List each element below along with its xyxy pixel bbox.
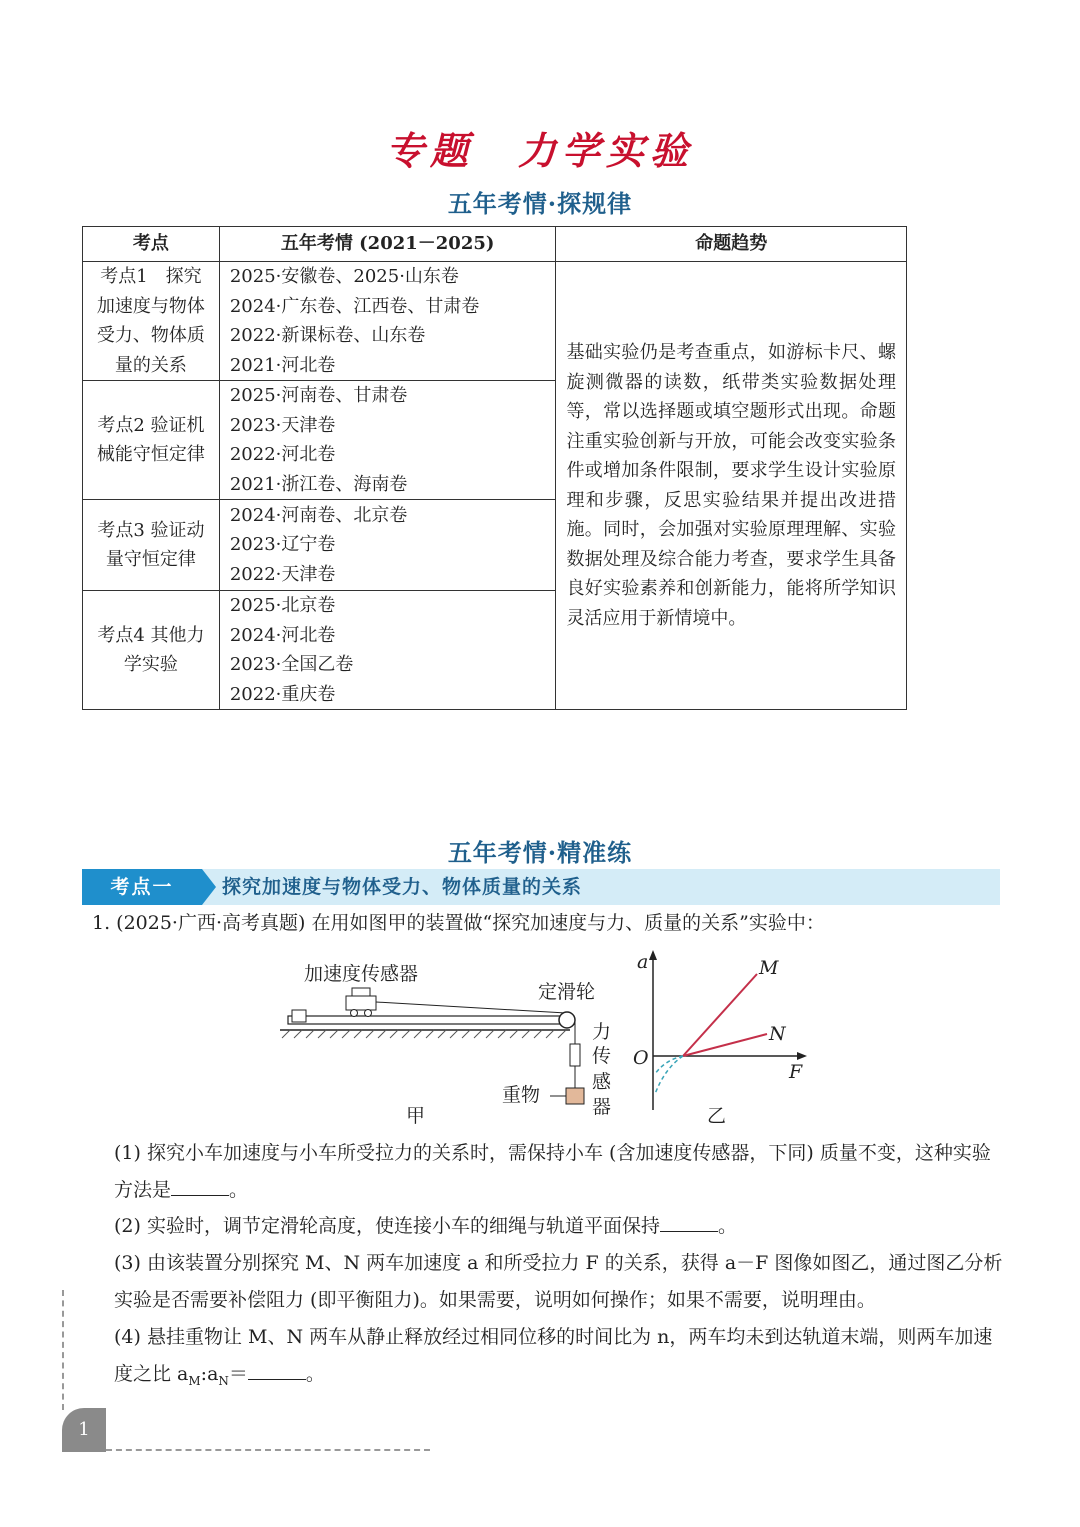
origin-label: O	[633, 1047, 649, 1069]
question-text: 方法是	[114, 1179, 172, 1201]
force-sensor	[570, 1044, 580, 1066]
question-text: ＝	[228, 1363, 248, 1385]
topic-band-text: 探究加速度与物体受力、物体质量的关系	[222, 876, 583, 898]
years-cell	[219, 381, 556, 500]
exam-table	[82, 226, 907, 710]
question-part-2	[114, 1211, 737, 1241]
sensor-label: 加速度传感器	[304, 963, 419, 985]
force-sensor-label: 力	[592, 1021, 612, 1043]
topic-tag: 考点一	[82, 869, 202, 905]
weight	[566, 1088, 584, 1104]
question-text: 。	[229, 1179, 249, 1201]
figure-caption-b: 乙	[707, 1105, 727, 1127]
page-border-horizontal	[106, 1449, 430, 1451]
topic-cell: 考点1 探究加速度与物体受力、物体质量的关系	[83, 262, 220, 381]
answer-blank[interactable]	[248, 1359, 306, 1380]
force-sensor-label: 感	[592, 1071, 612, 1093]
weight-label: 重物	[502, 1084, 541, 1106]
year-item: 2025·河南卷、甘肃卷	[229, 385, 408, 406]
a-f-graph	[625, 948, 815, 1130]
question-text: (2) 实验时，调节定滑轮高度，使连接小车的细绳与轨道平面保持	[114, 1215, 660, 1237]
question-text: 。	[717, 1215, 737, 1237]
topic-cell: 考点2 验证机械能守恒定律	[83, 381, 220, 500]
ground-hatch	[282, 1030, 566, 1038]
series-label-n: N	[769, 1023, 786, 1045]
table-header: 命题趋势	[556, 227, 907, 262]
years-cell	[219, 500, 556, 591]
year-item: 2023·天津卷	[229, 414, 336, 436]
years-cell	[219, 591, 556, 710]
question-text: :a	[200, 1363, 219, 1385]
subscript-n: N	[218, 1373, 229, 1388]
section-heading-trends: 五年考情·探规律	[447, 189, 633, 218]
table-header: 考点	[83, 227, 220, 262]
year-item: 2022·河北卷	[229, 444, 336, 465]
year-item: 2025·北京卷	[229, 595, 336, 616]
question-part-3: (3) 由该装置分别探究 M、N 两车加速度 a 和所受拉力 F 的关系，获得 a－F 图像如图乙，通过图乙分析	[114, 1252, 1003, 1274]
figure-caption-a: 甲	[406, 1105, 426, 1127]
year-item: 2021·河北卷	[229, 354, 336, 376]
subscript-m: M	[188, 1373, 201, 1388]
axis-label-x: F	[789, 1061, 803, 1083]
axis-label-y: a	[637, 951, 649, 973]
force-sensor-label: 器	[592, 1096, 612, 1118]
year-item: 2024·河南卷、北京卷	[229, 504, 408, 526]
question-text: 度之比 a	[114, 1363, 189, 1385]
topic-band	[82, 869, 1000, 905]
question-part-4-cont	[114, 1359, 325, 1396]
page-border-vertical	[62, 1290, 64, 1410]
answer-blank[interactable]	[171, 1175, 229, 1196]
page-title: 专题 力学实验	[385, 128, 694, 173]
year-item: 2024·广东卷、江西卷、甘肃卷	[229, 295, 480, 317]
year-item: 2022·重庆卷	[229, 683, 336, 705]
year-item: 2023·全国乙卷	[229, 654, 354, 675]
series-label-m: M	[759, 957, 779, 979]
question-part-4: (4) 悬挂重物让 M、N 两车从静止释放经过相同位移的时间比为 n，两车均未到达轨道末端，则两车加速	[114, 1326, 993, 1348]
year-item: 2022·天津卷	[229, 563, 336, 585]
question-text: 。	[305, 1363, 325, 1385]
answer-blank[interactable]	[660, 1211, 718, 1232]
track-board	[288, 1016, 570, 1024]
section-heading-practice: 五年考情·精准练	[447, 838, 633, 867]
question-part-1: (1) 探究小车加速度与小车所受拉力的关系时，需保持小车 (含加速度传感器，下同) 质量不变，这种实验	[114, 1142, 991, 1164]
question-stem: 1. (2025·广西·高考真题) 在用如图甲的装置做“探究加速度与力、质量的关系”实验中：	[92, 912, 825, 934]
table-row	[83, 262, 907, 381]
line-n	[683, 1034, 767, 1056]
apparatus-figure	[270, 950, 620, 1130]
year-item: 2025·安徽卷、2025·山东卷	[229, 266, 459, 287]
pulley-label: 定滑轮	[538, 981, 596, 1003]
force-sensor-label: 传	[592, 1045, 612, 1067]
topic-cell: 考点3 验证动量守恒定律	[83, 500, 220, 591]
pulley	[559, 1012, 575, 1028]
cart	[346, 996, 376, 1010]
page-number: 1	[62, 1408, 106, 1452]
year-item: 2024·河北卷	[229, 624, 336, 646]
table-header-row	[83, 227, 907, 262]
line-m	[683, 974, 757, 1056]
acceleration-sensor	[352, 988, 370, 996]
question-part-1-cont	[114, 1175, 248, 1205]
table-header: 五年考情 (2021－2025)	[219, 227, 556, 262]
topic-cell: 考点4 其他力学实验	[83, 591, 220, 710]
year-item: 2021·浙江卷、海南卷	[229, 473, 408, 495]
trend-cell: 基础实验仍是考查重点，如游标卡尺、螺旋测微器的读数，纸带类实验数据处理等，常以选择题或填空题形式出现。命题注重实验创新与开放，可能会改变实验条件或增加条件限制，要求学生设计实验原理和步骤，反思实验结果并提出改进措施。同时，会加强对实验原理理解、实验数据处理及综合能力考查，要求学生具备良好实验素养和创新能力，能将所学知识灵活应用于新情境中。	[556, 262, 907, 710]
year-item: 2022·新课标卷、山东卷	[229, 325, 426, 346]
years-cell	[219, 262, 556, 381]
line-m-extension	[655, 1056, 683, 1074]
track-stop	[292, 1010, 306, 1022]
question-part-3-cont: 实验是否需要补偿阻力 (即平衡阻力)。如果需要，说明如何操作；如果不需要，说明理由。	[114, 1289, 876, 1311]
year-item: 2023·辽宁卷	[229, 534, 336, 556]
